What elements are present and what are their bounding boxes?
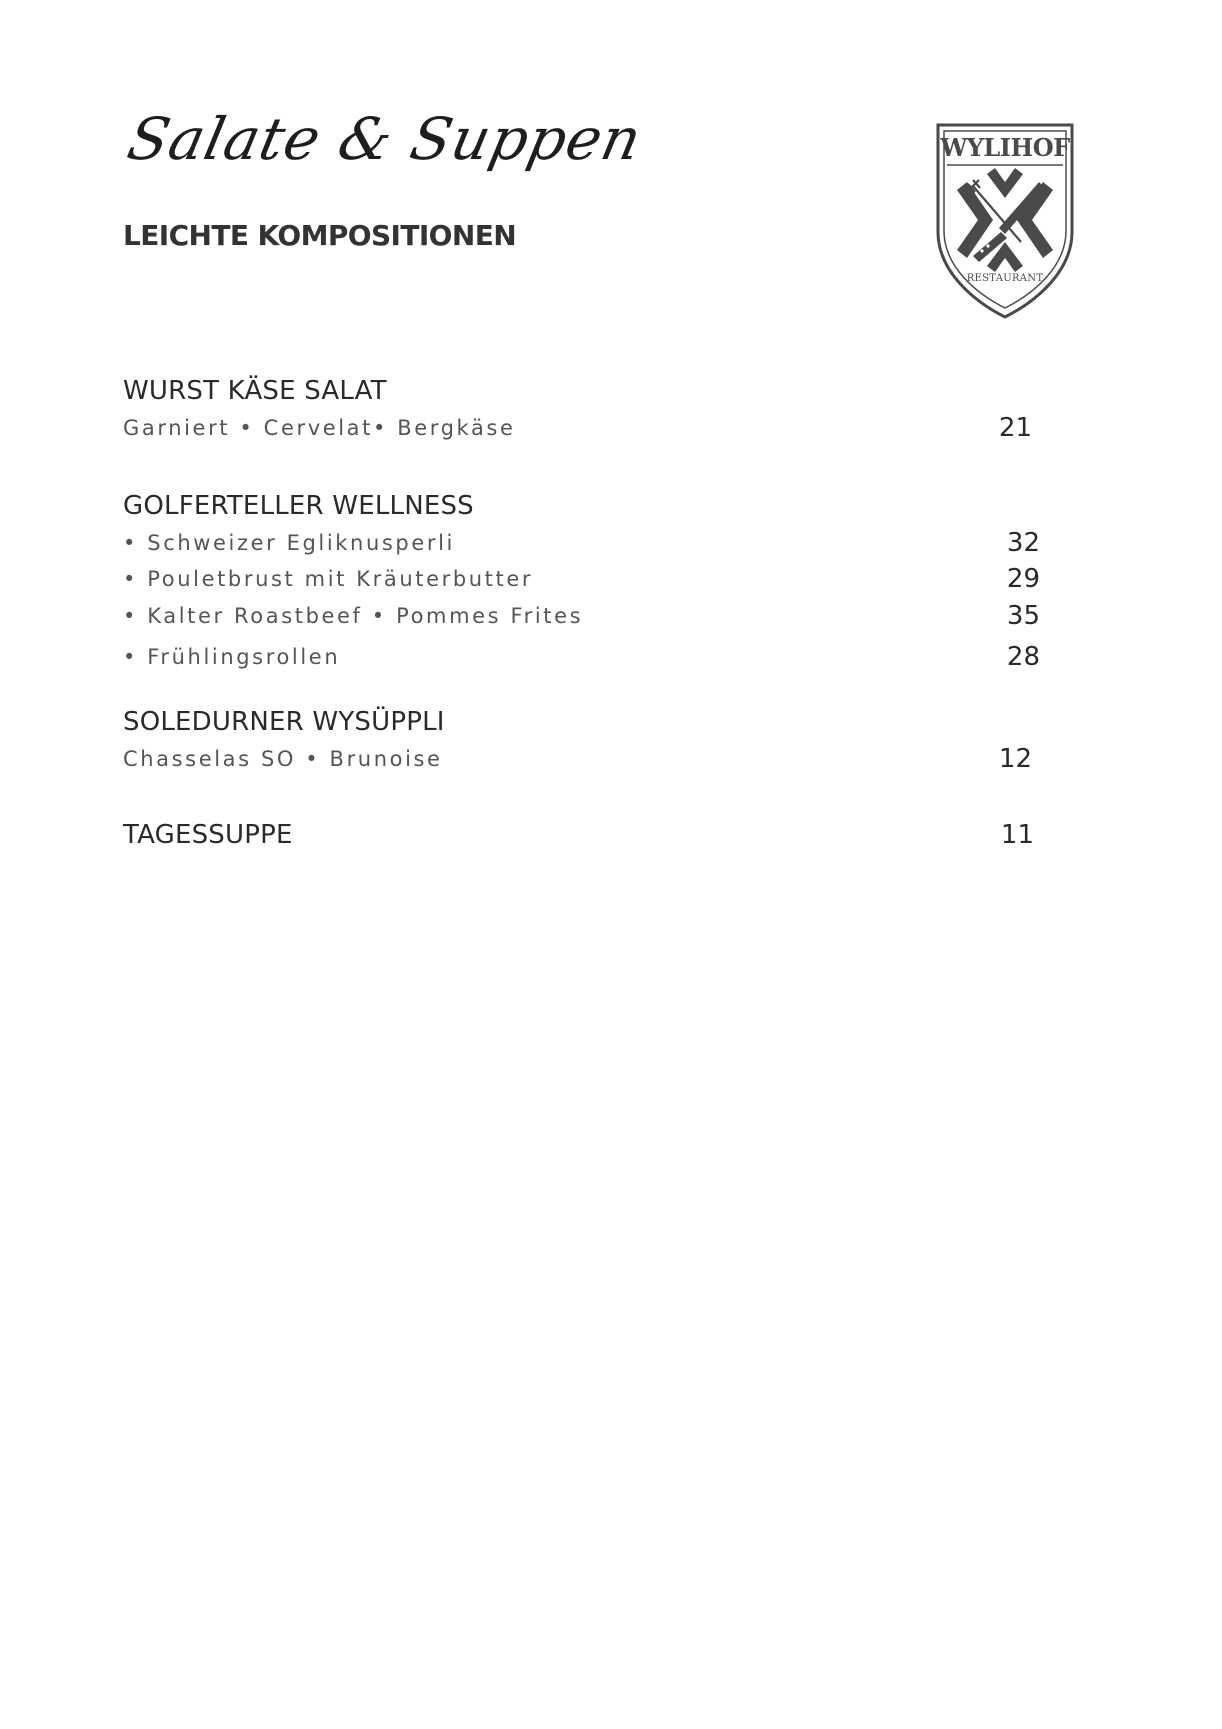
wylihof-logo	[935, 122, 1075, 320]
menu-item-description: Chasselas SO • Brunoise	[123, 747, 443, 771]
logo-name: WYLIHOF	[940, 133, 1070, 162]
menu-item-description: Garniert • Cervelat• Bergkäse	[123, 416, 516, 440]
page-title: Salate & Suppen	[121, 105, 649, 173]
menu-item-name: SOLEDURNER WYSÜPPLI	[123, 707, 445, 737]
menu-item-price: 12	[998, 744, 1032, 774]
menu-item-name: TAGESSUPPE	[123, 820, 293, 850]
shield-icon	[935, 122, 1075, 320]
menu-option-label: • Schweizer Egliknusperli	[123, 531, 455, 555]
logo-tagline: RESTAURANT	[966, 273, 1044, 284]
menu-option-price: 29	[1006, 564, 1040, 594]
menu-option-price: 28	[1006, 642, 1040, 672]
menu-item-price: 11	[1000, 820, 1034, 850]
menu-option-label: • Pouletbrust mit Kräuterbutter	[123, 567, 534, 591]
menu-option-price: 32	[1006, 528, 1040, 558]
page-subtitle: LEICHTE KOMPOSITIONEN	[123, 219, 517, 252]
menu-option-label: • Frühlingsrollen	[123, 645, 341, 669]
menu-option-price: 35	[1006, 601, 1040, 631]
menu-item-name: WURST KÄSE SALAT	[123, 376, 387, 406]
menu-option-label: • Kalter Roastbeef • Pommes Frites	[123, 604, 584, 628]
menu-item-name: GOLFERTELLER WELLNESS	[123, 491, 474, 521]
menu-item-price: 21	[998, 413, 1032, 443]
